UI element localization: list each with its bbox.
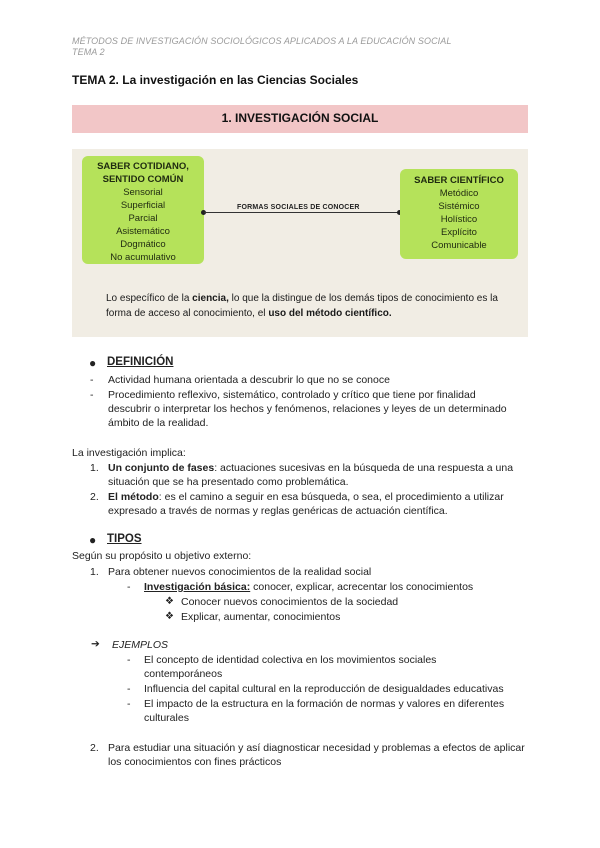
list-number: 1. [90,566,99,578]
common-knowledge-item: Superficial [120,200,166,211]
subsub-item: Explicar, aumentar, conocimientos [181,611,341,623]
ejemplo-item: El concepto de identidad colectiva en los movimientos sociales contemporáneos [144,654,437,680]
implica-bold: El método [108,491,159,503]
investigacion-basica-label: Investigación básica: [144,581,251,593]
investigacion-basica [144,580,473,594]
ejemplo-item: El impacto de la estructura en la formación de normas y valores en diferentes culturales [144,698,505,724]
section-title: 1. INVESTIGACIÓN SOCIAL [221,111,379,125]
dash: - [127,654,131,666]
knowledge-diagram [72,149,528,337]
tipos-item-2: Para estudiar una situación y así diagnosticar necesidad y problemas a efectos de aplicar los conocimientos con fines prácticos [108,742,525,768]
diamond-bullet-icon: ❖ [165,596,174,607]
caption-text: lo que la distingue de los demás tipos de conocimiento es la forma de acceso al conocimiento, el [106,293,498,319]
dash: - [127,683,131,695]
dash: - [127,581,131,593]
running-header-title: MÉTODOS DE INVESTIGACIÓN SOCIOLÓGICOS APLICADOS A LA EDUCACIÓN SOCIAL [72,36,452,46]
list-number: 2. [90,491,99,503]
common-knowledge-item: Sensorial [123,187,163,198]
bullet-dot-icon: ● [89,533,97,547]
dash: - [127,698,131,710]
definicion-item: Procedimiento reflexivo, sistemático, controlado y crítico que tiene por finalidad descubrir o interpretar los hechos y fenómenos, relaciones y leyes de un determinado ámbito de la realidad. [108,389,507,429]
tema-title: La investigación en las Ciencias Sociales [122,73,359,87]
scientific-knowledge-item: Sistémico [438,201,480,212]
tipos-title: TIPOS [107,533,142,545]
section-band [72,105,528,133]
scientific-knowledge-title: SABER CIENTÍFICO [414,175,504,186]
running-header-tema: TEMA 2 [72,47,105,57]
caption-bold-ciencia: ciencia, [192,293,229,304]
investigacion-basica-text: conocer, explicar, acrecentar los conocimientos [250,581,474,593]
implica-text: : es el camino a seguir en esa búsqueda, o sea, el procedimiento a utilizar expresado a través de normas y reglas genéricas de actuación científica. [108,491,504,517]
common-knowledge-title-1: SABER COTIDIANO, [97,161,189,172]
bullet-dot-icon: ● [89,356,97,370]
tipos-intro: Según su propósito u objetivo externo: [72,550,252,562]
implica-text: : actuaciones sucesivas en la búsqueda de una respuesta a una situación que se ha presentado como problemática. [108,462,514,488]
scientific-knowledge-item: Explícito [441,227,477,238]
common-knowledge-box [82,156,204,264]
common-knowledge-item: Parcial [128,213,158,224]
connector-line [204,212,400,213]
definicion-item: Actividad humana orientada a descubrir lo que no se conoce [108,374,390,386]
scientific-knowledge-item: Metódico [439,188,479,199]
tipos-item-1: Para obtener nuevos conocimientos de la realidad social [108,566,372,578]
common-knowledge-item: Dogmático [120,239,166,250]
common-knowledge-item: Asistemático [116,226,170,237]
scientific-knowledge-box [400,169,518,259]
caption-text: Lo específico de la [106,293,193,304]
ejemplo-item: Influencia del capital cultural en la reproducción de desigualdades educativas [144,683,504,695]
caption-bold-metodo: uso del método científico. [268,308,392,319]
list-number: 1. [90,462,99,474]
diagram-caption [106,291,506,321]
common-knowledge-item: No acumulativo [110,252,176,263]
connector-label: FORMAS SOCIALES DE CONOCER [237,204,360,211]
common-knowledge-title-2: SENTIDO COMÚN [102,174,184,185]
implica-intro: La investigación implica: [72,447,186,459]
scientific-knowledge-item: Holístico [440,214,478,225]
implica-item-metodo [108,490,528,518]
implica-item-fases [108,461,528,489]
diamond-bullet-icon: ❖ [165,611,174,622]
tema-label: TEMA 2. [72,73,119,87]
list-number: 2. [90,742,99,754]
dash: - [90,374,94,386]
definicion-title: DEFINICIÓN [107,356,174,368]
tema-heading [72,73,358,87]
arrow-right-icon: ➔ [91,638,100,650]
ejemplos-label: EJEMPLOS [112,639,169,651]
implica-bold: Un conjunto de fases [108,462,215,474]
dash: - [90,389,94,401]
subsub-item: Conocer nuevos conocimientos de la sociedad [181,596,399,608]
scientific-knowledge-item: Comunicable [431,240,487,251]
